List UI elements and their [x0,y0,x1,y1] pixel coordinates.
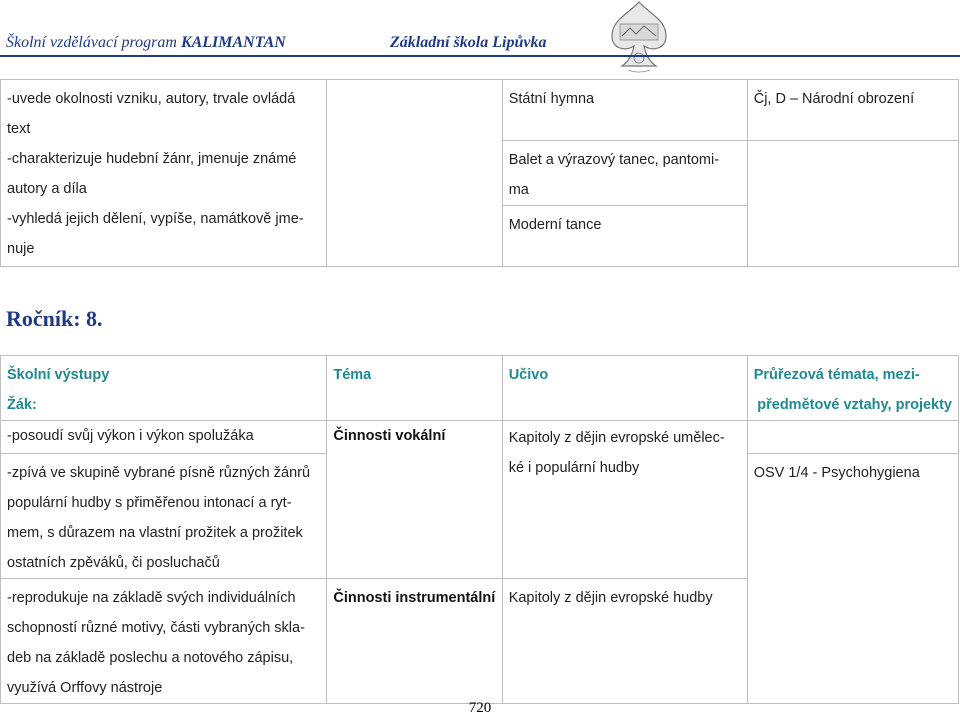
cross-topic-cell-empty [747,141,958,267]
header-cross [747,356,958,421]
header-topic-label: Téma [333,367,372,383]
output-line: -vyhledá jejich dělení, vypíše, namátkově jme- [7,211,304,227]
output-line: -reprodukuje na základě svých individuálních [7,590,296,606]
output-line: -zpívá ve skupině vybrané písně různých žánrů [7,465,311,481]
cross-topic-text: OSV 1/4 - Psychohygiena [753,465,920,481]
curriculum-table-previous [0,79,959,267]
header-content [502,356,747,421]
output-line: deb na základě poslechu a notového zápisu, [7,650,294,666]
topic-text: Činnosti vokální [333,428,446,444]
content-cell [502,141,747,206]
header-outputs [1,356,327,421]
content-line: Státní hymna [508,91,595,107]
output-line: -uvede okolnosti vzniku, autory, trvale ovládá [7,91,296,107]
output-line: mem, s důrazem na vlastní prožitek a prožitek [7,525,303,541]
output-line: schopností různé motivy, části vybraných skla- [7,620,305,636]
header-topic [327,356,502,421]
topic-text: Činnosti instrumentální [333,590,496,606]
page-number: 720 [468,700,492,716]
topic-cell-vocal [327,421,502,579]
content-cell-vocal [502,421,747,579]
cross-cell-empty [747,421,958,454]
content-cell [502,206,747,267]
topic-cell-empty [327,80,502,267]
output-line: text [7,121,31,137]
content-cell [502,80,747,141]
output-cell-instrumental [1,579,327,704]
school-logo-icon [608,0,670,76]
header-divider [0,55,960,57]
header-content-label: Učivo [508,367,549,383]
content-line: Kapitoly z dějin evropské hudby [508,590,713,606]
curriculum-table-grade-8 [0,355,959,704]
output-line: -posoudí svůj výkon i výkon spolužáka [7,428,254,444]
output-line: nuje [7,241,35,257]
cross-cell-osv [747,454,958,704]
program-prefix: Školní vzdělávací program [6,34,181,51]
output-line: využívá Orffovy nástroje [7,680,163,696]
cross-topic-text: Čj, D – Národní obrození [753,91,915,107]
header-cross-label: Průřezová témata, mezi- [753,367,920,383]
grade-title: Ročník: 8. [6,306,103,331]
output-cell-a [1,421,327,454]
content-line: Kapitoly z dějin evropské umělec- [508,430,725,446]
program-title [6,34,286,52]
school-name: Základní škola Lipůvka [390,34,547,51]
output-line: populární hudby s přiměřenou intonací a ryt- [7,495,292,511]
output-line: autory a díla [7,181,87,197]
output-cell-b [1,454,327,579]
content-line: ma [508,182,529,198]
header-cross-label-2: předmětové vztahy, projekty [757,397,952,413]
header-pupil-label: Žák: [7,397,37,413]
outputs-cell [1,80,327,267]
content-line: Moderní tance [508,217,602,233]
topic-cell-instrumental [327,579,502,704]
cross-topic-cell [747,80,958,141]
output-line: -charakterizuje hudební žánr, jmenuje známé [7,151,297,167]
content-line: ké i populární hudby [508,460,640,476]
program-name: KALIMANTAN [180,34,286,51]
header-outputs-label: Školní výstupy [7,367,110,383]
output-line: ostatních zpěváků, či posluchačů [7,555,220,571]
content-line: Balet a výrazový tanec, pantomi- [508,152,720,168]
content-cell-instrumental [502,579,747,704]
